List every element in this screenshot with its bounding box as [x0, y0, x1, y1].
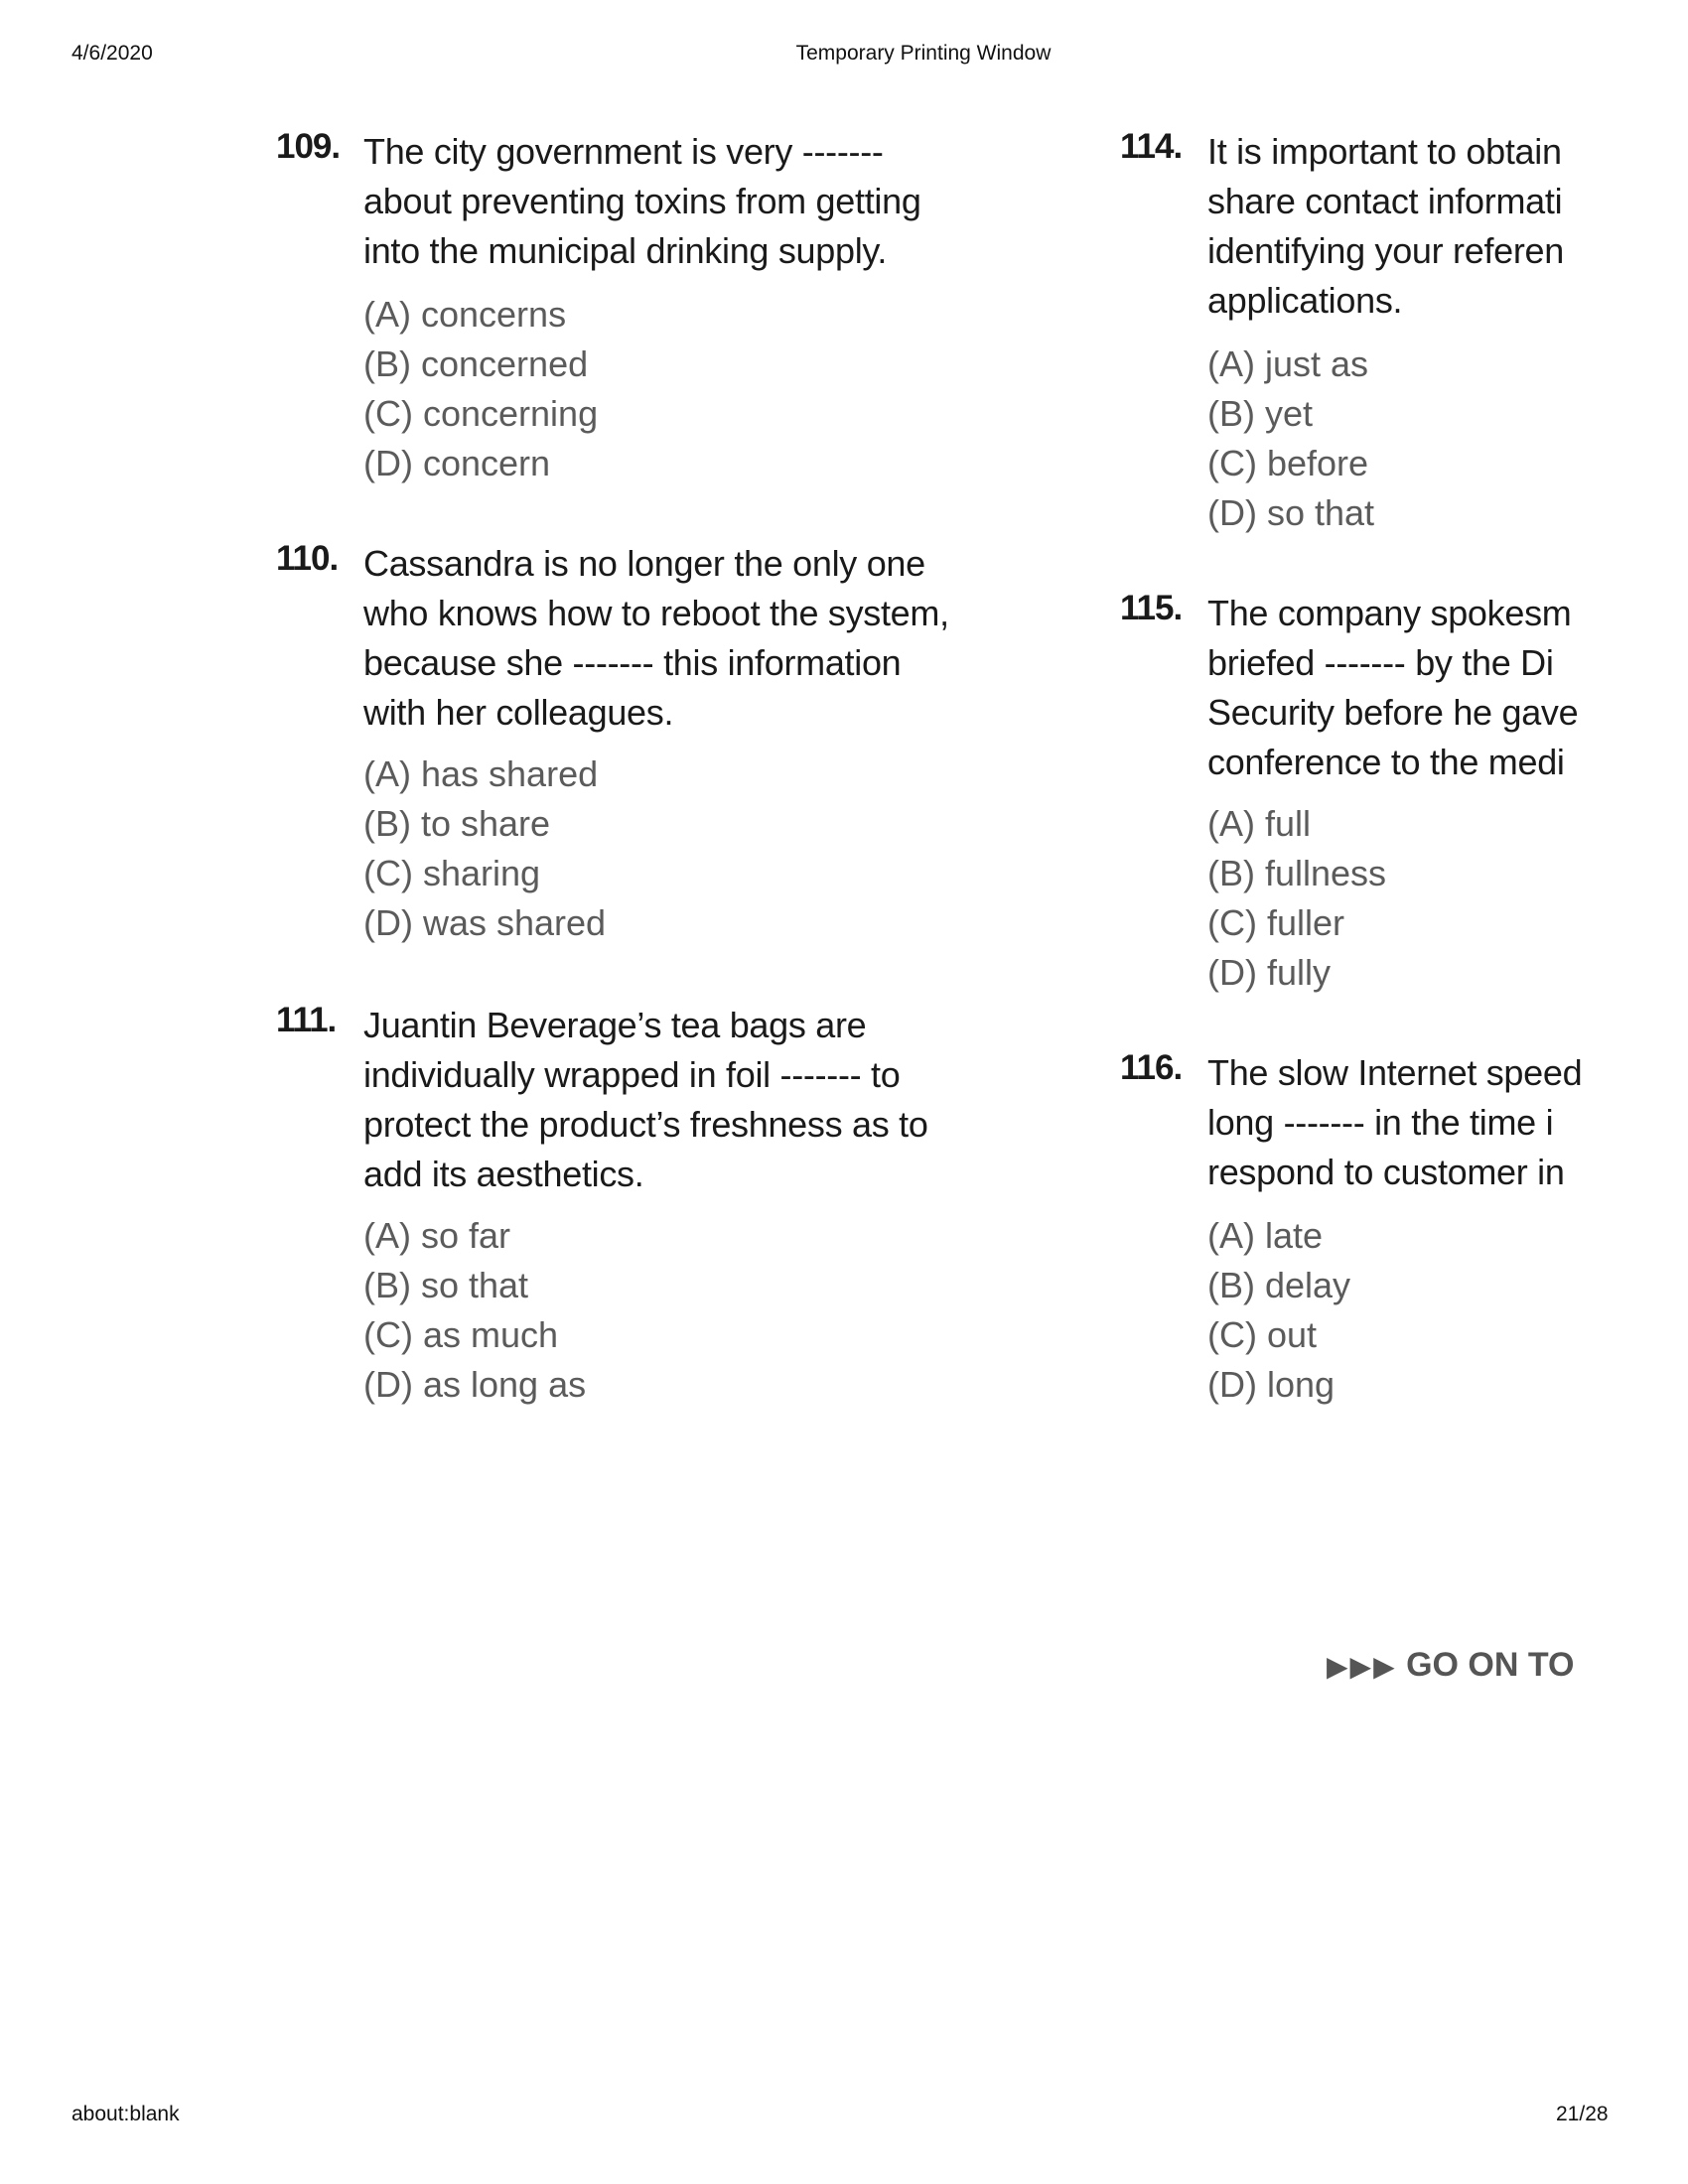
- answer-option-b[interactable]: (B) so that: [363, 1265, 529, 1305]
- answer-option-a[interactable]: (A) concerns: [363, 294, 567, 335]
- stem-line: about preventing toxins from getting: [363, 181, 921, 221]
- question-stem: [1207, 1048, 1607, 1197]
- answer-option-d[interactable]: (D) was shared: [363, 902, 607, 943]
- stem-line: Juantin Beverage’s tea bags are: [363, 1005, 867, 1045]
- answer-option-b[interactable]: (B) to share: [363, 803, 551, 844]
- answer-options: [363, 1211, 586, 1410]
- answer-option-a[interactable]: (A) just as: [1207, 343, 1369, 384]
- stem-line: briefed ------- by the Di: [1207, 642, 1554, 683]
- stem-line: The slow Internet speed: [1207, 1052, 1583, 1093]
- stem-line: with her colleagues.: [363, 692, 674, 733]
- answer-option-d[interactable]: (D) long: [1207, 1364, 1336, 1405]
- left-question-column: [276, 119, 1051, 1707]
- stem-line: add its aesthetics.: [363, 1154, 644, 1194]
- answer-option-a[interactable]: (A) late: [1207, 1215, 1324, 1256]
- answer-option-c[interactable]: (C) sharing: [363, 853, 541, 893]
- stem-line: conference to the medi: [1207, 742, 1565, 782]
- go-on-arrows-icon: ▶▶▶: [1327, 1651, 1397, 1682]
- question-stem: [363, 127, 1051, 276]
- answer-option-c[interactable]: (C) before: [1207, 443, 1369, 483]
- right-question-column: [1120, 119, 1607, 1707]
- answer-option-d[interactable]: (D) concern: [363, 443, 551, 483]
- answer-option-c[interactable]: (C) out: [1207, 1314, 1318, 1355]
- print-date: 4/6/2020: [71, 42, 153, 65]
- question-number: 110.: [276, 539, 339, 578]
- go-on-text: GO ON TO: [1406, 1646, 1575, 1684]
- question-number: 116.: [1120, 1048, 1183, 1087]
- page-counter: 21/28: [1556, 2103, 1609, 2125]
- answer-option-b[interactable]: (B) delay: [1207, 1265, 1351, 1305]
- stem-line: It is important to obtain: [1207, 131, 1562, 172]
- stem-line: protect the product’s freshness as to: [363, 1104, 928, 1145]
- stem-line: because she ------- this information: [363, 642, 902, 683]
- answer-option-b[interactable]: (B) fullness: [1207, 853, 1387, 893]
- answer-options: [1207, 340, 1374, 538]
- question-stem: [1207, 589, 1607, 787]
- answer-option-a[interactable]: (A) so far: [363, 1215, 511, 1256]
- answer-option-d[interactable]: (D) as long as: [363, 1364, 587, 1405]
- answer-option-b[interactable]: (B) yet: [1207, 393, 1314, 434]
- go-on-indicator: [1327, 1646, 1607, 1696]
- question-stem: [1207, 127, 1607, 326]
- question-number: 109.: [276, 127, 341, 166]
- answer-option-d[interactable]: (D) so that: [1207, 492, 1375, 533]
- stem-line: individually wrapped in foil ------- to: [363, 1054, 901, 1095]
- answer-option-c[interactable]: (C) concerning: [363, 393, 599, 434]
- question-stem: [363, 1001, 1051, 1199]
- stem-line: identifying your referen: [1207, 230, 1565, 271]
- answer-options: [1207, 799, 1386, 998]
- answer-option-a[interactable]: (A) has shared: [363, 753, 599, 794]
- question-stem: [363, 539, 1051, 738]
- stem-line: applications.: [1207, 280, 1403, 321]
- answer-option-a[interactable]: (A) full: [1207, 803, 1312, 844]
- question-number: 115.: [1120, 589, 1183, 627]
- answer-option-c[interactable]: (C) as much: [363, 1314, 559, 1355]
- answer-option-d[interactable]: (D) fully: [1207, 952, 1331, 993]
- stem-line: Cassandra is no longer the only one: [363, 543, 925, 584]
- stem-line: The city government is very -------: [363, 131, 884, 172]
- answer-option-b[interactable]: (B) concerned: [363, 343, 589, 384]
- answer-options: [363, 290, 598, 488]
- answer-options: [1207, 1211, 1350, 1410]
- question-number: 114.: [1120, 127, 1183, 166]
- stem-line: who knows how to reboot the system,: [363, 593, 949, 633]
- print-window-title: Temporary Printing Window: [795, 42, 1052, 65]
- stem-line: into the municipal drinking supply.: [363, 230, 888, 271]
- stem-line: share contact informati: [1207, 181, 1563, 221]
- stem-line: respond to customer in: [1207, 1152, 1565, 1192]
- stem-line: The company spokesm: [1207, 593, 1572, 633]
- stem-line: long ------- in the time i: [1207, 1102, 1554, 1143]
- stem-line: Security before he gave: [1207, 692, 1579, 733]
- footer-url: about:blank: [71, 2103, 180, 2125]
- answer-options: [363, 750, 606, 948]
- answer-option-c[interactable]: (C) fuller: [1207, 902, 1345, 943]
- question-number: 111.: [276, 1001, 337, 1039]
